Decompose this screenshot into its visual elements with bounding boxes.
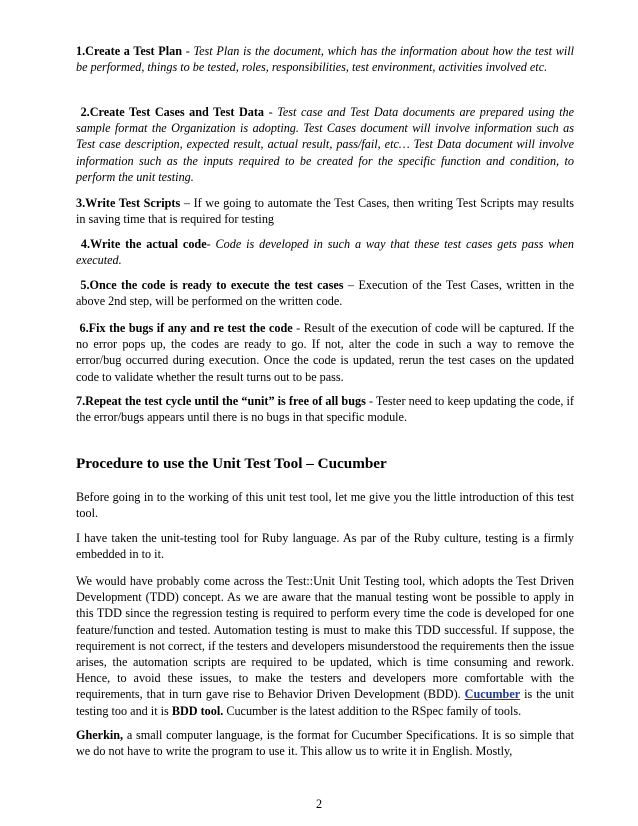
step-2-sep: - [264,105,278,119]
bdd-tool-text: BDD tool. [171,703,224,718]
step-3-text: If we going to automate the Test Cases, then writing Test Scripts may results in saving time that is required for testing [76,196,575,227]
step-6-title: 6.Fix the bugs if any and re test the code [79,321,293,335]
step-1-paragraph [76,43,574,75]
step-4-text: Code is developed in such a way that these test cases gets pass when executed. [76,237,574,268]
step-3-paragraph [76,195,574,227]
step-7-text: Tester need to keep updating the code, if the error/bugs appears until there is no bugs in that specific module. [76,394,574,425]
step-2-paragraph [76,104,574,185]
ruby-paragraph: I have taken the unit-testing tool for Ruby language. As par of the Ruby culture, testing is a firmly embedded in to it. [76,531,574,562]
tdd-text-b: is the unit testing too and it is [76,687,574,718]
cucumber-link[interactable]: Cucumber [464,687,521,702]
intro-paragraph: Before going in to the working of this unit test tool, let me give you the little introduction of this test tool. [76,490,574,521]
step-7-title: 7.Repeat the test cycle until the “unit” is free of all bugs [76,394,366,408]
step-6-sep: - [292,321,304,335]
step-6-paragraph [76,320,574,385]
step-7-paragraph [76,393,574,425]
step-5-title: 5.Once the code is ready to execute the test cases [80,278,344,292]
step-5-text: Execution of the Test Cases, written in the above 2nd step, will be performed on the written code. [76,278,575,309]
page-number: 2 [315,797,323,811]
step-3-sep: – [180,196,194,210]
gherkin-text: a small computer language, is the format for Cucumber Specifications. It is so simple that we do not have to write the program to use it. This allow us to write it in English. Mostly, [76,728,574,759]
tdd-paragraph [76,573,574,719]
gherkin-term: Gherkin, [76,728,124,742]
tdd-text-a: We would have probably come across the Test::Unit Unit Testing tool, which adopts the Test Driven Development (TDD) concept. As we are aware that the manual testing wont be possible to apply in this TDD since the regression testing is required to perform every time the code is developed for one feature/function and tested. Automation testing is must to make this TDD successful. If suppose, the requirement is not correct, if the testers and developers misunderstood the requirements then the issue arises, the automation scripts are required to be updated, which is time consuming and rework. Hence, to avoid these issues, to make the testers and developers more comfortable with the requirements, that in turn gave rise to Behavior Driven Development (BDD). [76,574,574,702]
tdd-text-c: Cucumber is the latest addition to the RSpec family of tools. [223,703,522,718]
step-5-sep: – [343,278,359,292]
step-1-text: Test Plan is the document, which has the information about how the test will be performed, things to be tested, roles, responsibilities, test environment, activities involved etc. [76,44,574,75]
step-4-paragraph [76,236,574,268]
gherkin-paragraph [76,727,574,759]
step-1-title: 1.Create a Test Plan [76,44,183,58]
step-2-text: Test case and Test Data documents are prepared using the sample format the Organization is adopting. Test Cases document will involve information such as Test case description, expected result, actual result, pass/fail, etc… Test Data document will involve information such as the inputs required to be created for the specific function and condition, to perform the unit testing. [76,105,575,184]
step-6-text: Result of the execution of code will be captured. If the no error pops up, the codes are ready to go. If not, alter the code in such a way to remove the error/bug occurred during execution. Once the code is updated, rerun the test cases on the updated code to validate whether the result turns out to be pass. [76,321,574,384]
step-1-sep: - [182,44,194,58]
section-heading: Procedure to use the Unit Test Tool – Cucumber [76,455,387,472]
step-4-title: 4.Write the actual code [80,237,207,251]
step-2-title: 2.Create Test Cases and Test Data [80,105,265,119]
step-3-title: 3.Write Test Scripts [76,196,181,210]
step-4-sep: - [206,237,216,251]
step-7-sep: - [365,394,376,408]
step-5-paragraph [76,277,574,309]
